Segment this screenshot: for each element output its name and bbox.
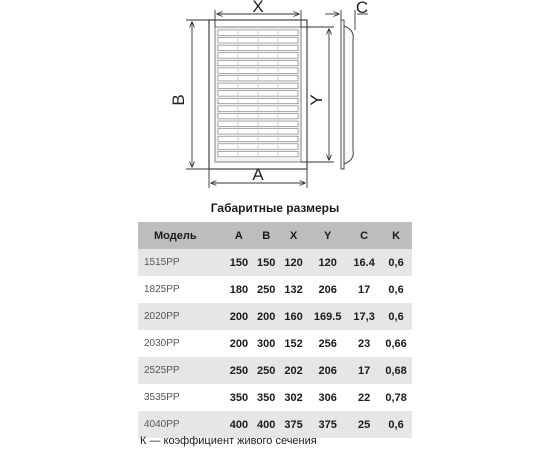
table-header-row [138, 222, 412, 249]
grille-diagram [0, 0, 550, 200]
cell-model: 1825PP [138, 276, 225, 303]
cell-y: 256 [307, 330, 348, 357]
cell-b: 200 [253, 303, 280, 330]
cell-k: 0,6 [380, 411, 412, 438]
cell-b: 400 [253, 411, 280, 438]
cell-c: 22 [348, 384, 380, 411]
cell-a: 180 [225, 276, 252, 303]
cell-y: 206 [307, 357, 348, 384]
header-y: Y [307, 222, 348, 249]
table-row [138, 384, 412, 411]
cell-k: 0,78 [380, 384, 412, 411]
cell-model: 1515PP [138, 249, 225, 276]
header-a: A [225, 222, 252, 249]
cell-y: 206 [307, 276, 348, 303]
grille-side-view [341, 20, 353, 169]
cell-model: 2525PP [138, 357, 225, 384]
cell-c: 17 [348, 357, 380, 384]
cell-model: 4040PP [138, 411, 225, 438]
header-x: X [280, 222, 307, 249]
dimensions-table [138, 222, 412, 438]
cell-x: 152 [280, 330, 307, 357]
cell-x: 202 [280, 357, 307, 384]
table-row [138, 330, 412, 357]
cell-model: 3535PP [138, 384, 225, 411]
cell-a: 250 [225, 357, 252, 384]
cell-b: 250 [253, 357, 280, 384]
cell-a: 150 [225, 249, 252, 276]
cell-a: 350 [225, 384, 252, 411]
cell-c: 16.4 [348, 249, 380, 276]
label-x: X [252, 0, 264, 16]
table-row [138, 357, 412, 384]
cell-c: 25 [348, 411, 380, 438]
cell-a: 200 [225, 330, 252, 357]
cell-b: 250 [253, 276, 280, 303]
table-row [138, 276, 412, 303]
cell-a: 200 [225, 303, 252, 330]
cell-y: 306 [307, 384, 348, 411]
label-c: C [355, 0, 369, 17]
table-row [138, 411, 412, 438]
cell-k: 0,6 [380, 249, 412, 276]
header-model: Модель [138, 222, 225, 249]
cell-model: 2020PP [138, 303, 225, 330]
cell-model: 2030PP [138, 330, 225, 357]
cell-b: 350 [253, 384, 280, 411]
cell-k: 0,66 [380, 330, 412, 357]
cell-b: 300 [253, 330, 280, 357]
grille-louvers [218, 30, 298, 157]
cell-x: 132 [280, 276, 307, 303]
label-a: A [252, 165, 264, 184]
cell-y: 120 [307, 249, 348, 276]
cell-y: 169.5 [307, 303, 348, 330]
table-row [138, 249, 412, 276]
cell-x: 120 [280, 249, 307, 276]
label-b: B [169, 94, 188, 106]
grille-front-view [209, 20, 307, 169]
cell-c: 23 [348, 330, 380, 357]
cell-a: 400 [225, 411, 252, 438]
table-row [138, 303, 412, 330]
cell-k: 0,6 [380, 276, 412, 303]
header-k: K [380, 222, 412, 249]
cell-c: 17 [348, 276, 380, 303]
header-b: B [253, 222, 280, 249]
cell-c: 17,3 [348, 303, 380, 330]
header-c: C [348, 222, 380, 249]
cell-k: 0,6 [380, 303, 412, 330]
footnote: К — коэффициент живого сечения [140, 435, 317, 447]
cell-b: 150 [253, 249, 280, 276]
table-title: Габаритные размеры [210, 201, 340, 215]
side-profile [344, 26, 353, 164]
label-y: Y [307, 94, 326, 106]
cell-x: 302 [280, 384, 307, 411]
cell-k: 0,68 [380, 357, 412, 384]
cell-x: 160 [280, 303, 307, 330]
cell-x: 375 [280, 411, 307, 438]
cell-y: 375 [307, 411, 348, 438]
